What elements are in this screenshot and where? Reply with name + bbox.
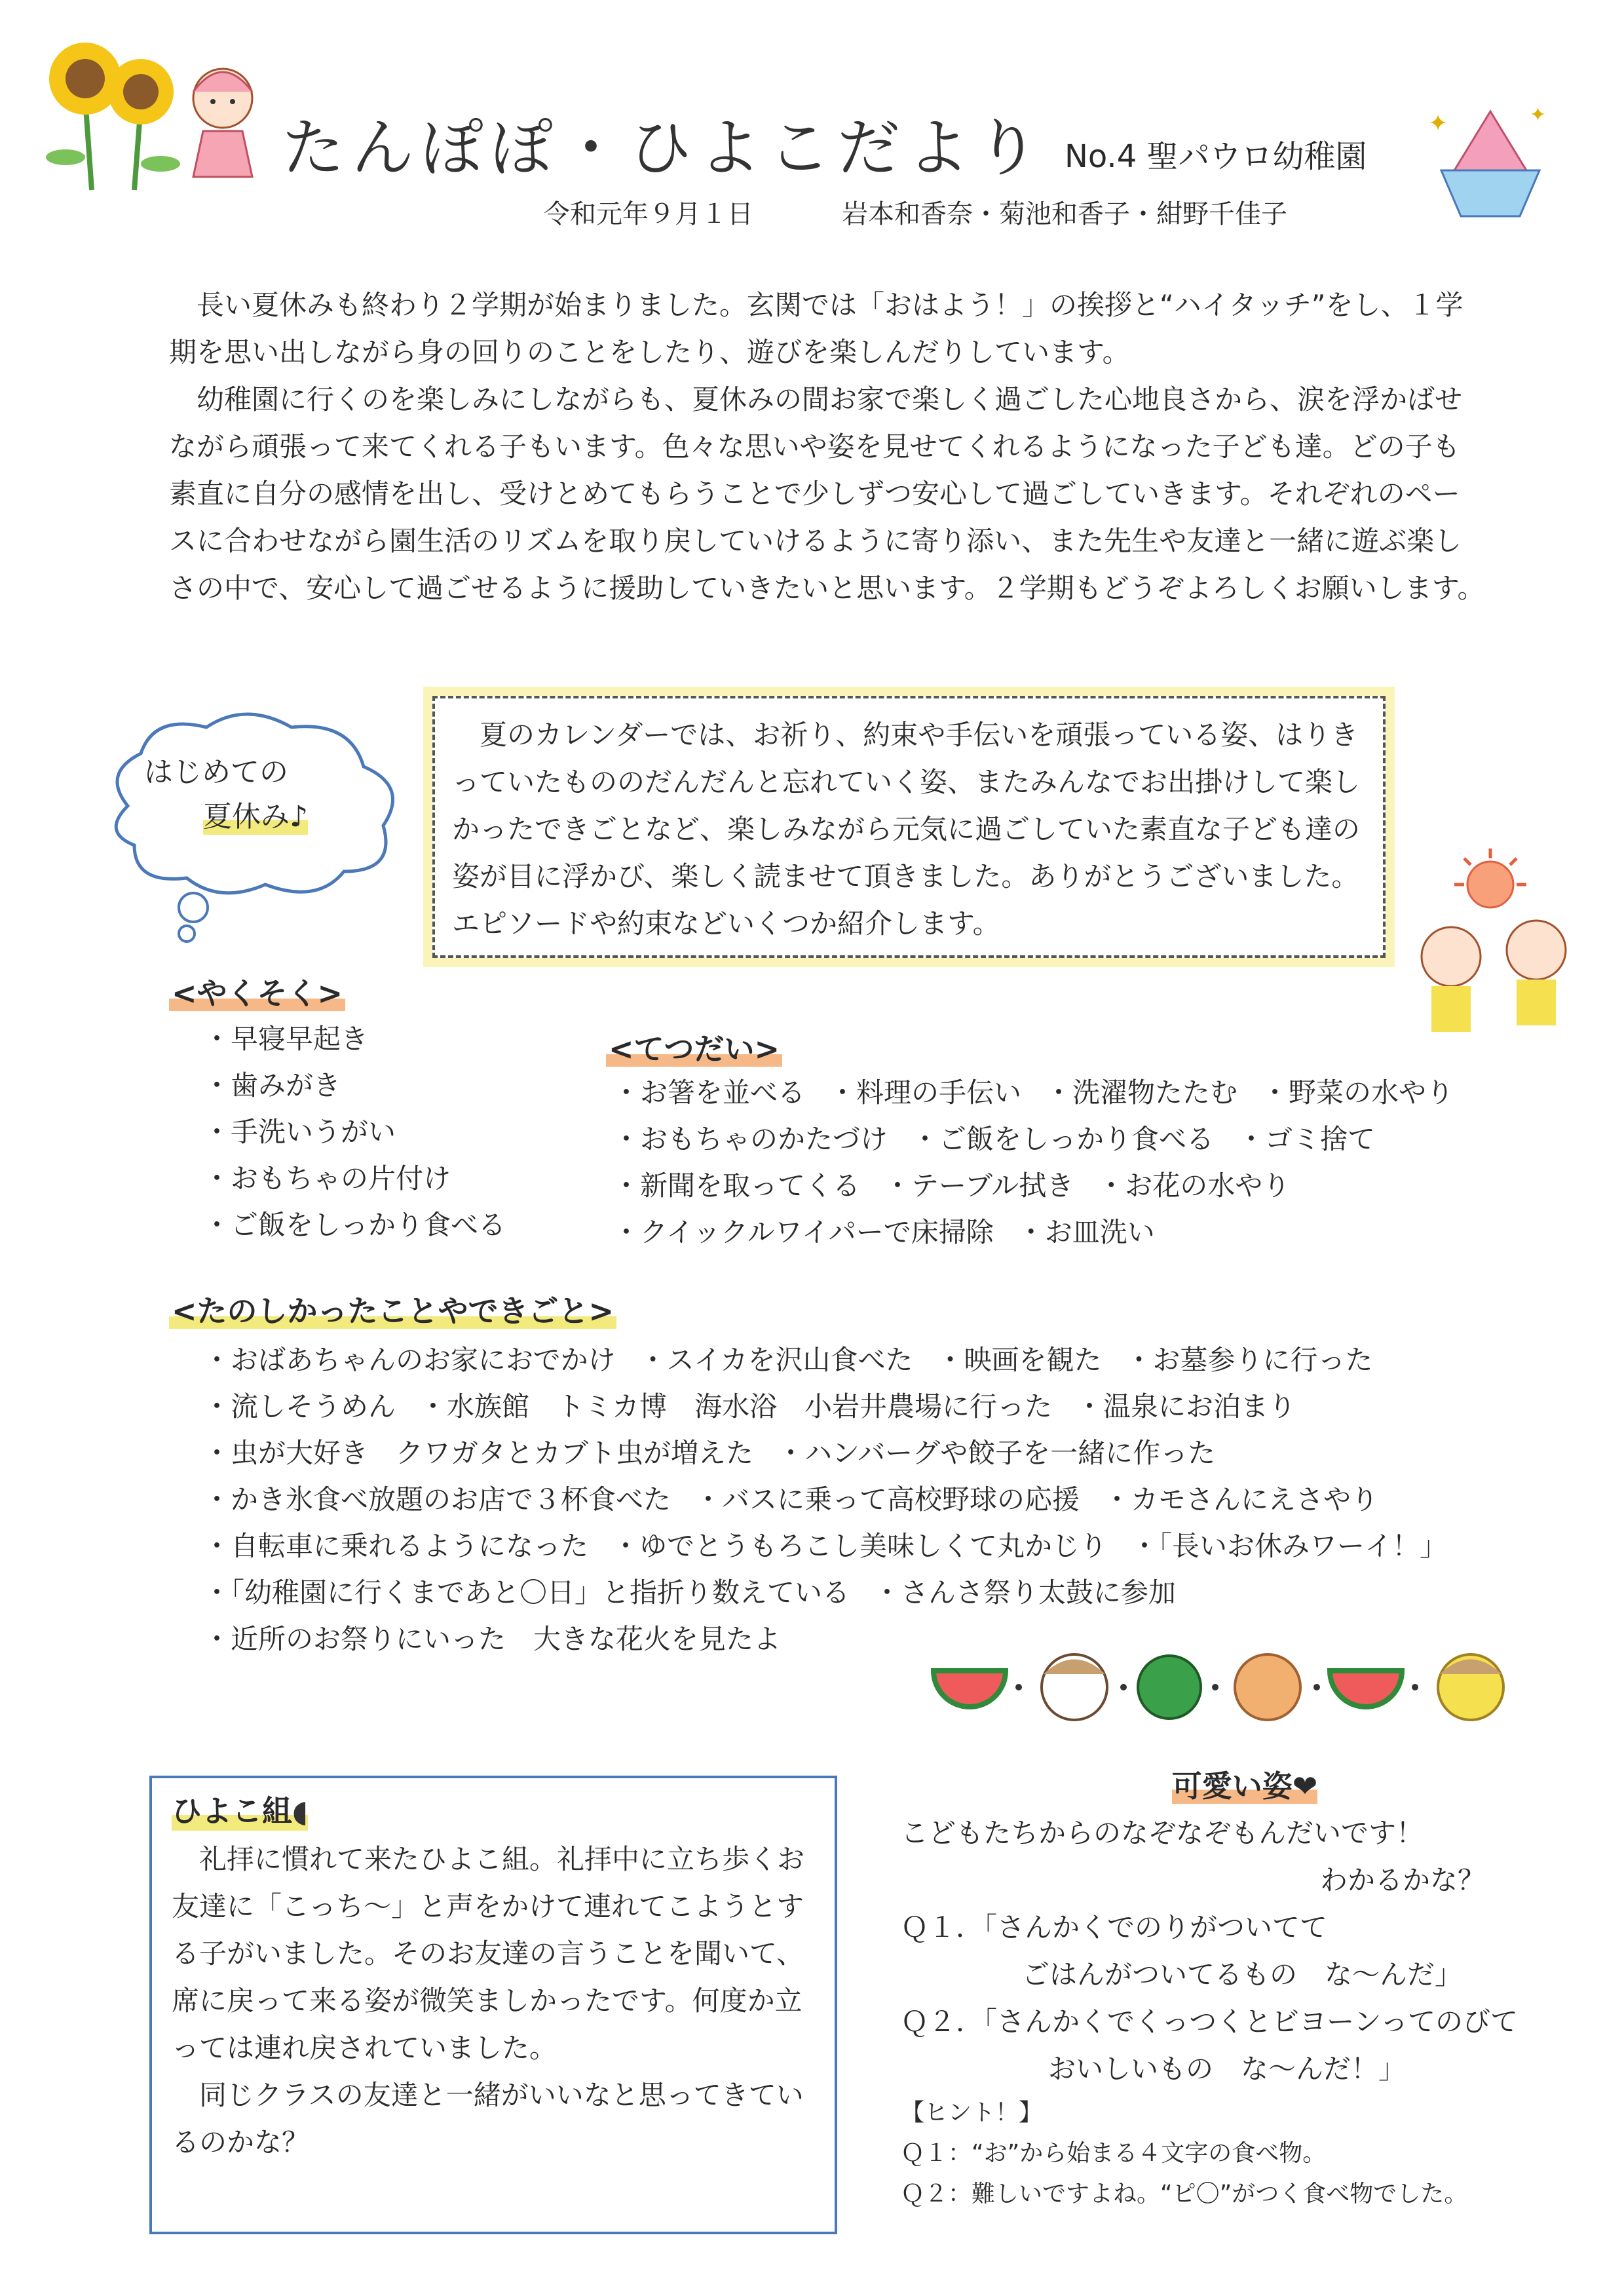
hiyoko-class-title: ひよこ組◖ xyxy=(172,1791,308,1831)
riddle-q1-line-1: Ｑ１．「さんかくでのりがついてて xyxy=(901,1911,1328,1943)
kids-drinking-illustration xyxy=(1392,845,1608,1048)
sunflower-girl-illustration xyxy=(26,26,275,197)
cat-face-icon xyxy=(1235,1654,1300,1720)
hiyoko-class-box xyxy=(149,1776,837,2234)
list-item: ・新聞を取ってくる ・テーブル拭き ・お花の水やり xyxy=(613,1170,1291,1202)
list-item: ・流しそうめん ・水族館 トミカ博 海水浴 小岩井農場に行った ・温泉にお泊まり xyxy=(203,1390,1296,1422)
riddle-q2-line-1: Ｑ２．「さんかくでくっつくとビヨーンってのびて xyxy=(901,2006,1519,2038)
svg-text:✦: ✦ xyxy=(1428,110,1448,137)
list-item: ・かき氷食べ放題のお店で３杯食べた ・バスに乗って高校野球の応援 ・カモさんにえさやり xyxy=(203,1483,1379,1516)
list-item: ・手洗いうがい xyxy=(203,1116,396,1148)
list-item: ・虫が大好き クワガタとカブト虫が増えた ・ハンバーグや餃子を一緒に作った xyxy=(203,1437,1216,1469)
riddle-intro-2: わかるかな？ xyxy=(1320,1864,1486,1896)
riddle-q2-line-2: おいしいもの な〜んだ！」 xyxy=(1048,2053,1407,2085)
list-item: ・自転車に乗れるようになった ・ゆでとうもろこし美味しくて丸かじり ・「長いお休みワーイ！」 xyxy=(203,1530,1448,1562)
riddle-q1-line-2: ごはんがついてるもの な〜んだ」 xyxy=(1022,1958,1463,1991)
list-item: ・クイックルワイパーで床掃除 ・お皿洗い xyxy=(613,1216,1155,1248)
tetsudai-list xyxy=(613,1069,1477,1255)
hiyoko-paragraph-1: 礼拝に慣れて来たひよこ組。礼拝中に立ち歩くお友達に「こっち〜」と声をかけて連れてこようとする子がいました。そのお友達の言うことを聞いて、席に戻って来る姿が微笑ましかったです。何度か立っては連れ戻されていました。 xyxy=(172,1843,805,2064)
issue-date: 令和元年９月１日 xyxy=(544,199,753,229)
list-item: ・お箸を並べる ・料理の手伝い ・洗濯物たたむ ・野菜の水やり xyxy=(613,1077,1454,1109)
tanoshikatta-heading: <たのしかったことやできごと> xyxy=(169,1287,616,1331)
tanoshikatta-list xyxy=(203,1337,1471,1662)
sunflower-icon xyxy=(46,43,180,190)
authors: 岩本和香奈・菊池和香子・紺野千佳子 xyxy=(842,199,1287,229)
list-item: ・ご飯をしっかり食べる xyxy=(203,1209,506,1241)
tetsudai-heading: <てつだい> xyxy=(606,1025,782,1069)
intro-paragraph-1: 長い夏休みも終わり２学期が始まりました。玄関では「おはよう！」の挨拶と“ハイタッチ”をし、１学期を思い出しながら身の回りのことをしたり、遊びを楽しんだりしています。 xyxy=(169,289,1463,368)
list-item: ・おばあちゃんのお家におでかけ ・スイカを沢山食べた ・映画を観た ・お墓参りに行った xyxy=(203,1344,1373,1376)
watermelon-border-decoration xyxy=(927,1638,1530,1730)
chick-icon: ◖ xyxy=(292,1793,309,1829)
list-item: ・歯みがき xyxy=(203,1069,341,1101)
intro-text xyxy=(169,282,1486,612)
list-item: ・早寝早起き xyxy=(203,1023,369,1055)
watermelon-slice-icon xyxy=(934,1671,1006,1707)
watermelon-slice-icon xyxy=(1330,1671,1402,1707)
hint-q2: Ｑ２：難しいですよね。“ピ〇”がつく食べ物でした。 xyxy=(901,2181,1468,2207)
watermelon-icon xyxy=(1138,1656,1201,1719)
hiyoko-paragraph-2: 同じクラスの友達と一緒がいいなと思ってきているのかな？ xyxy=(172,2079,804,2158)
summer-calendar-text: 夏のカレンダーでは、お祈り、約束や手伝いを頑張っている姿、はりきっていたもののだんだんと忘れていく姿、またみんなでお出掛けして楽しかったできごとなど、楽しみながら元気に過ごしていた素直な子ども達の姿が目に浮かび、楽しく読ませて頂きました。ありがとうございました。エピソードや約束などいくつか紹介します。 xyxy=(452,719,1361,940)
cute-section-title: 可愛い姿❤ xyxy=(1171,1768,1318,1804)
bear-face-icon xyxy=(1042,1654,1107,1720)
list-item: ・おもちゃの片付け xyxy=(203,1162,451,1194)
list-item: ・「幼稚園に行くまであと〇日」と指折り数えている ・さんさ祭り太鼓に参加 xyxy=(203,1576,1177,1609)
summer-calendar-box xyxy=(432,696,1386,958)
svg-text:✦: ✦ xyxy=(1530,104,1547,126)
newsletter-title: たんぽぽ・ひよこだより xyxy=(282,111,1046,185)
list-item: ・おもちゃのかたづけ ・ご飯をしっかり食べる ・ゴミ捨て xyxy=(613,1123,1376,1155)
cloud-label-line-1: はじめての xyxy=(144,755,288,789)
riddle-intro-1: こどもたちからのなぞなぞもんだいです！ xyxy=(901,1817,1424,1849)
hint-q1: Ｑ１：“お”から始まる４文字の食べ物。 xyxy=(901,2140,1327,2167)
yakusoku-heading: <やくそく> xyxy=(169,970,345,1013)
intro-paragraph-2: 幼稚園に行くのを楽しみにしながらも、夏休みの間お家で楽しく過ごした心地良さから、涙を浮かばせながら頑張って来てくれる子もいます。色々な思いや姿を見せてくれるようになった子ども達。どの子も素直に自分の感情を出し、受けとめてもらうことで少しずつ安心して過ごしていきます。それぞれのペースに合わせながら園生活のリズムを取り戻していけるように寄り添い、また先生や友達と一緒に遊ぶ楽しさの中で、安心して過ごせるように援助していきたいと思います。２学期もどうぞよろしくお願いします。 xyxy=(169,383,1485,604)
list-item: ・近所のお祭りにいった 大きな花火を見たよ xyxy=(203,1623,782,1655)
yellow-face-icon xyxy=(1438,1654,1503,1720)
hint-label: 【ヒント！】 xyxy=(901,2099,1043,2126)
riddle-section xyxy=(901,1763,1589,2215)
yakusoku-list xyxy=(203,1016,506,1248)
girl-icon xyxy=(193,69,252,177)
issue-and-school: No.4 聖パウロ幼稚園 xyxy=(1065,138,1367,175)
shaved-ice-icon xyxy=(1415,92,1566,242)
cloud-label-line-2: 夏休み♪ xyxy=(203,793,308,835)
